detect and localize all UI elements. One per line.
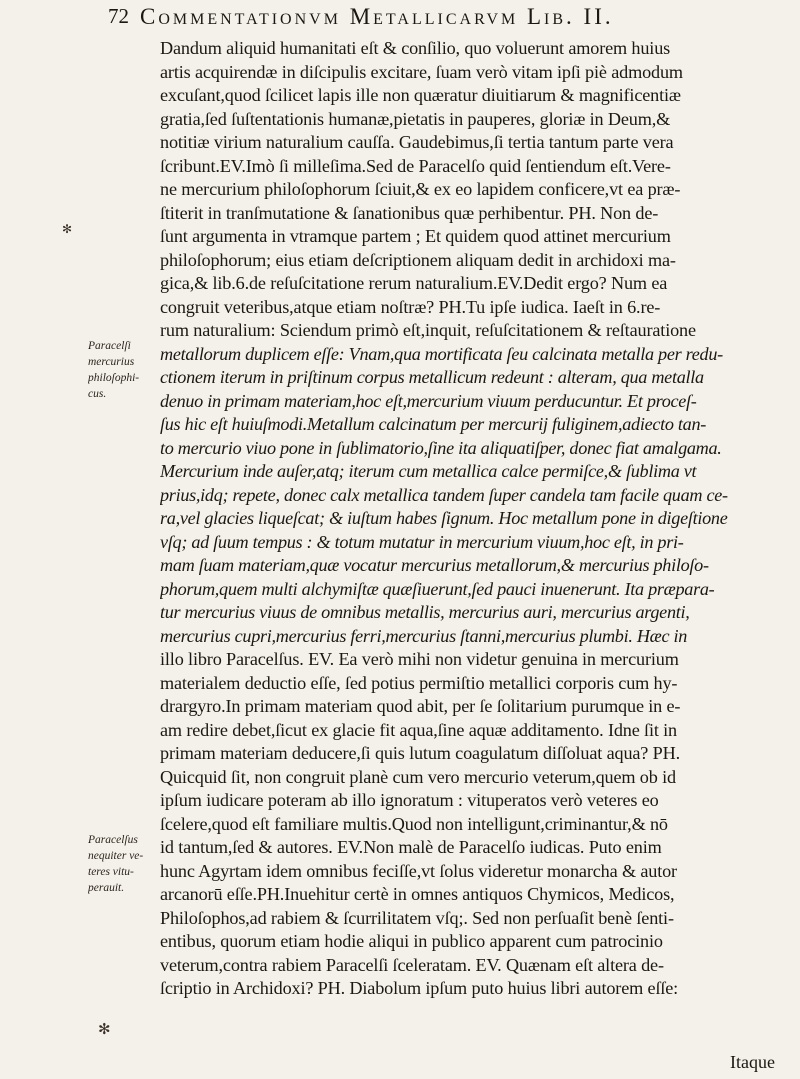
margin-note-line: perauit. [88,882,125,894]
text-line: notitiæ virium naturalium cauſſa. Gaudebimus,ſi tertia tantum parte vera [160,132,674,152]
text-line: am redire debet,ſicut ex glacie fit aqua,ſine aquæ additamento. Idne ſit in [160,719,678,740]
text-line: ra,vel glacies liqueſcat; & iuſtum habes ſignum. Hoc metallum pone in digeſtione [160,508,728,528]
text-line: Dandum aliquid humanitati eſt & conſilio, quo voluerunt amorem huius [160,38,671,58]
text-line: entibus, quorum etiam hodie aliqui in publico apparent cum patrocinio [160,931,663,951]
text-line: illo libro Paracelſus. EV. Ea verò mihi non videtur genuina in mercurium [160,649,679,669]
running-header [108,4,708,34]
margin-note-line: Paracelſi [88,340,131,352]
text-line: denuo in primam materiam,hoc eſt,mercurium viuum perducuntur. Et proceſ- [160,390,697,411]
text-line: artis acquirendæ in diſcipulis excitare, ſuam verò vitam ipſi piè admodum [160,61,683,82]
text-line: metallorum duplicem eſſe: Vnam,qua mortificata ſeu calcinata metalla per redu- [160,343,723,364]
text-line: materialem deductio eſſe, ſed potius permiſtio metallici corporis cum hy- [160,672,678,693]
text-line: rum naturalium: Sciendum primò eſt,inquit, reſuſcitationem & reſtauratione [160,320,696,340]
text-line: hunc Agyrtam idem omnibus feciſſe,vt ſolus videretur monarcha & autor [160,860,677,881]
text-line: phorum,quem multi alchymiſtæ quæſiuerunt,ſed pauci inuenerunt. Ita præpara- [160,578,715,599]
margin-note-line: mercurius [88,356,135,368]
margin-note-line: teres vitu- [88,866,134,878]
margin-note-mercurius [88,338,160,402]
text-line: ſunt argumenta in vtramque partem ; Et quidem quod attinet mercurium [160,226,671,246]
text-line: ſtiterit in tranſmutatione & ſanationibus quæ perhibentur. PH. Non de- [160,202,659,223]
text-line: gratia,ſed ſuſtentationis humanæ,pietatis in pauperes, gloriæ in Deum,& [160,108,671,129]
text-line: gica,& lib.6.de reſuſcitatione rerum naturalium.EV.Dedit ergo? Num ea [160,273,668,293]
text-line: Mercurium inde auſer,atq; iterum cum metallica calce permiſce,& ſublima vt [160,461,697,481]
margin-note-line: philoſophi- [88,372,140,384]
text-line: philoſophorum; eius etiam deſcriptionem aliquam dedit in archidoxi ma- [160,249,676,270]
text-line: Quicquid ſit, non congruit planè cum vero mercurio veterum,quem ob id [160,766,676,787]
text-line: mercurius cupri,mercurius ferri,mercurius ſtanni,mercurius plumbi. Hæc in [160,625,688,646]
text-line: primam materiam deducere,ſi quis lutum coagulatum diſſoluat aqua? PH. [160,743,680,763]
text-line: ſcribunt.EV.Imò ſi milleſima.Sed de Paracelſo quid ſentiendum eſt.Vere- [160,155,671,176]
text-line: arcanorū eſſe.PH.Inuehitur certè in omnes antiquos Chymicos, Medicos, [160,884,675,904]
text-line: prius,idq; repete, donec calx metallica tandem ſuper candela tam facile quam ce- [160,484,728,505]
text-line: ctionem iterum in priſtinum corpus metallicum redeunt : alteram, qua metalla [160,367,704,387]
text-line: vſq; ad ſuum tempus : & totum mutatur in mercurium viuum,hoc eſt, in pri- [160,531,684,552]
text-line: tur mercurius viuus de omnibus metallis, mercurius auri, mercurius argenti, [160,602,690,622]
text-line: ſcriptio in Archidoxi? PH. Diabolum ipſum puto huius libri autorem eſſe: [160,978,679,998]
text-line: mam ſuam materiam,quæ vocatur mercurius metallorum,& mercurius philoſo- [160,555,709,575]
text-line: congruit veteribus,atque etiam noſtræ? PH.Tu ipſe iudica. Iaeſt in 6.re- [160,296,661,317]
asterisk-ornament-icon: ✻ [62,222,73,236]
text-line: ſcelere,quod eſt familiare multis.Quod non intelligunt,criminantur,& nō [160,813,668,834]
margin-note-paracelsus [88,832,160,896]
margin-note-line: Paracelſus [88,834,138,846]
text-line: id tantum,ſed & autores. EV.Non malè de Paracelſo iudicas. Puto enim [160,837,662,857]
text-line: drargyro.In primam materiam quod abit, per ſe ſolitarium purumque in e- [160,696,681,716]
text-line: ipſum iudicare poteram ab illo ignoratum : vituperatos verò veteres eo [160,790,659,810]
asterisk-ornament-icon: ✻ [98,1022,111,1038]
running-title: Commentationvm Metallicarvm Lib. II. [140,4,614,29]
text-line: excuſant,quod ſcilicet lapis ille non quæratur diuitiarum & magnificentiæ [160,85,681,105]
text-line: to mercurio viuo pone in ſublimatorio,ſine ita aliquatiſper, donec fiat amalgama. [160,437,722,458]
text-line: veterum,contra rabiem Paracelſi ſceleratam. EV. Quænam eſt altera de- [160,954,664,975]
text-line: Philoſophos,ad rabiem & ſcurrilitatem vſq;. Sed non perſuaſit benè ſenti- [160,907,674,928]
page-number: 72 [108,4,129,28]
catchword: Itaque [730,1052,775,1072]
body-text [160,37,780,1001]
text-line: ſus hic eſt huiuſmodi.Metallum calcinatum per mercurij fuliginem,adiecto tan- [160,414,707,434]
text-line: ne mercurium philoſophorum ſciuit,& ex eo lapidem conficere,vt ea præ- [160,179,681,199]
margin-note-line: nequiter ve- [88,850,144,862]
margin-note-line: cus. [88,388,107,400]
